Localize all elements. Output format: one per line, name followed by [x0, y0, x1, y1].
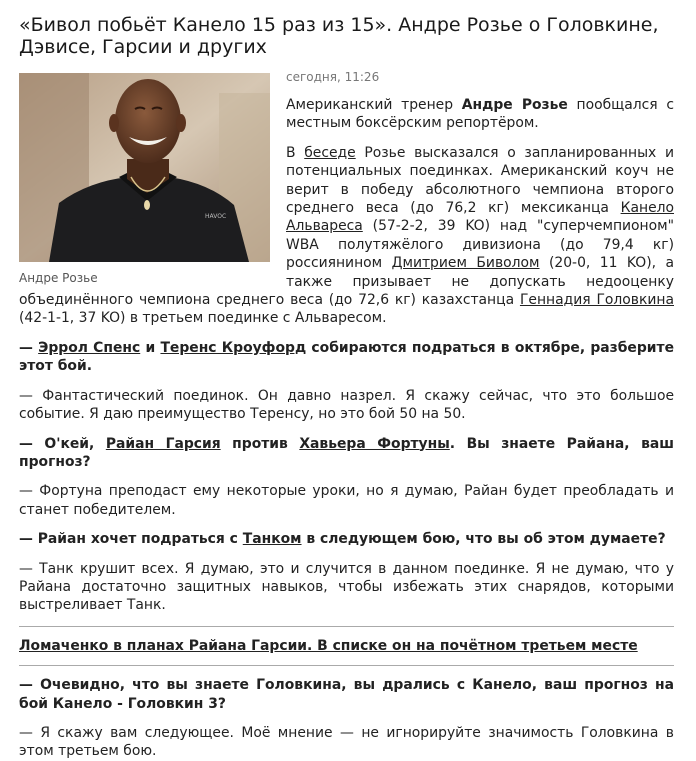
q2-text-2: против: [220, 435, 300, 452]
link-conversation[interactable]: беседе: [304, 144, 356, 161]
q3-text-2: в следующем бою, что вы об этом думаете?: [301, 531, 666, 548]
link-golovkin[interactable]: Геннадия Головкина: [519, 292, 674, 309]
publish-time: сегодня, 11:26: [286, 70, 380, 84]
answer-3: — Танк крушит всех. Я думаю, это и случится в данном поединке. Я не думаю, что у Райана достаточно защитных навыков, чтобы избежать этих снарядов, которыми выстреливает Танк.: [19, 560, 674, 614]
answer-1: — Фантастический поединок. Он давно назрел. Я скажу сейчас, что это большое событие. Я даю преимущество Теренсу, но это бой 50 на 50.: [19, 387, 674, 423]
context-text-2: Розье высказался о запланированных и потенциальных поединках. Американский коуч не верит в победу абсолютного чемпиона второго среднего веса (до 76,2 кг) мексиканца: [286, 144, 674, 217]
article-headline: «Бивол побьёт Канело 15 раз из 15». Андре Розье о Головкине, Дэвисе, Гарсии и других: [19, 14, 659, 58]
intro-text: Американский тренер: [286, 97, 462, 113]
intro-text-end: пообщался с местным боксёрским репортёром.: [286, 97, 674, 132]
question-1: [19, 339, 674, 376]
context-text-1: В: [286, 144, 305, 161]
related-article: [19, 637, 674, 655]
link-ryan-garcia[interactable]: Райан Гарсия: [105, 435, 221, 452]
link-tank[interactable]: Танком: [242, 531, 302, 548]
link-bivol[interactable]: Дмитрием Биволом: [391, 255, 540, 272]
question-4: — Очевидно, что вы знаете Головкина, вы дрались с Канело, ваш прогноз на бой Канело - Головкин 3?: [19, 677, 674, 712]
link-canelo[interactable]: Канело Альвареса: [286, 200, 674, 235]
q2-text-3: . Вы знаете Райана, ваш прогноз?: [19, 435, 674, 470]
portrait-photo[interactable]: [19, 73, 270, 262]
answer-4: — Я скажу вам следующее. Моё мнение — не игнорируйте значимость Головкина в этом третьем бою.: [19, 724, 674, 760]
link-fortuna[interactable]: Хавьера Фортуны: [299, 435, 450, 452]
q1-text-3: собираются подраться в октябре, разберите этот бой.: [19, 339, 674, 375]
question-3: [19, 530, 674, 548]
question-2: [19, 435, 674, 472]
divider-top: [19, 626, 674, 627]
link-spence[interactable]: Эррол Спенс: [38, 339, 141, 356]
related-article-link[interactable]: Ломаченко в планах Райана Гарсии. В списке он на почётном третьем месте: [19, 637, 638, 654]
q3-text-1: — Райан хочет подраться с: [19, 531, 243, 548]
shirt-logo-text: HAVOC: [205, 213, 227, 220]
link-crawford[interactable]: Теренс Кроуфорд: [160, 339, 307, 356]
context-text-5: (42-1-1, 37 KO) в третьем поединке с Альваресом.: [19, 310, 387, 327]
context-text-3: (57-2-2, 39 KO) над "суперчемпионом" WBA полутяжёлого дивизиона (до 79,4 кг) россиянином: [286, 218, 674, 272]
q1-text-2: и: [140, 339, 161, 356]
article-body: [19, 70, 674, 761]
photo-caption: Андре Розье: [19, 271, 98, 285]
context-text-4: (20-0, 11 KO), а также призывает не допускать недооценку объединённого чемпиона среднего веса (до 72,6 кг) казахстанца: [19, 255, 675, 309]
divider-bottom: [19, 665, 674, 666]
q2-text-1: — О'кей,: [19, 435, 106, 452]
photo-block: [19, 73, 270, 285]
trainer-name: Андре Розье: [461, 97, 568, 113]
q1-text-1: —: [19, 339, 39, 356]
answer-2: — Фортуна преподаст ему некоторые уроки, но я думаю, Райан будет преобладать и станет победителем.: [19, 483, 674, 518]
